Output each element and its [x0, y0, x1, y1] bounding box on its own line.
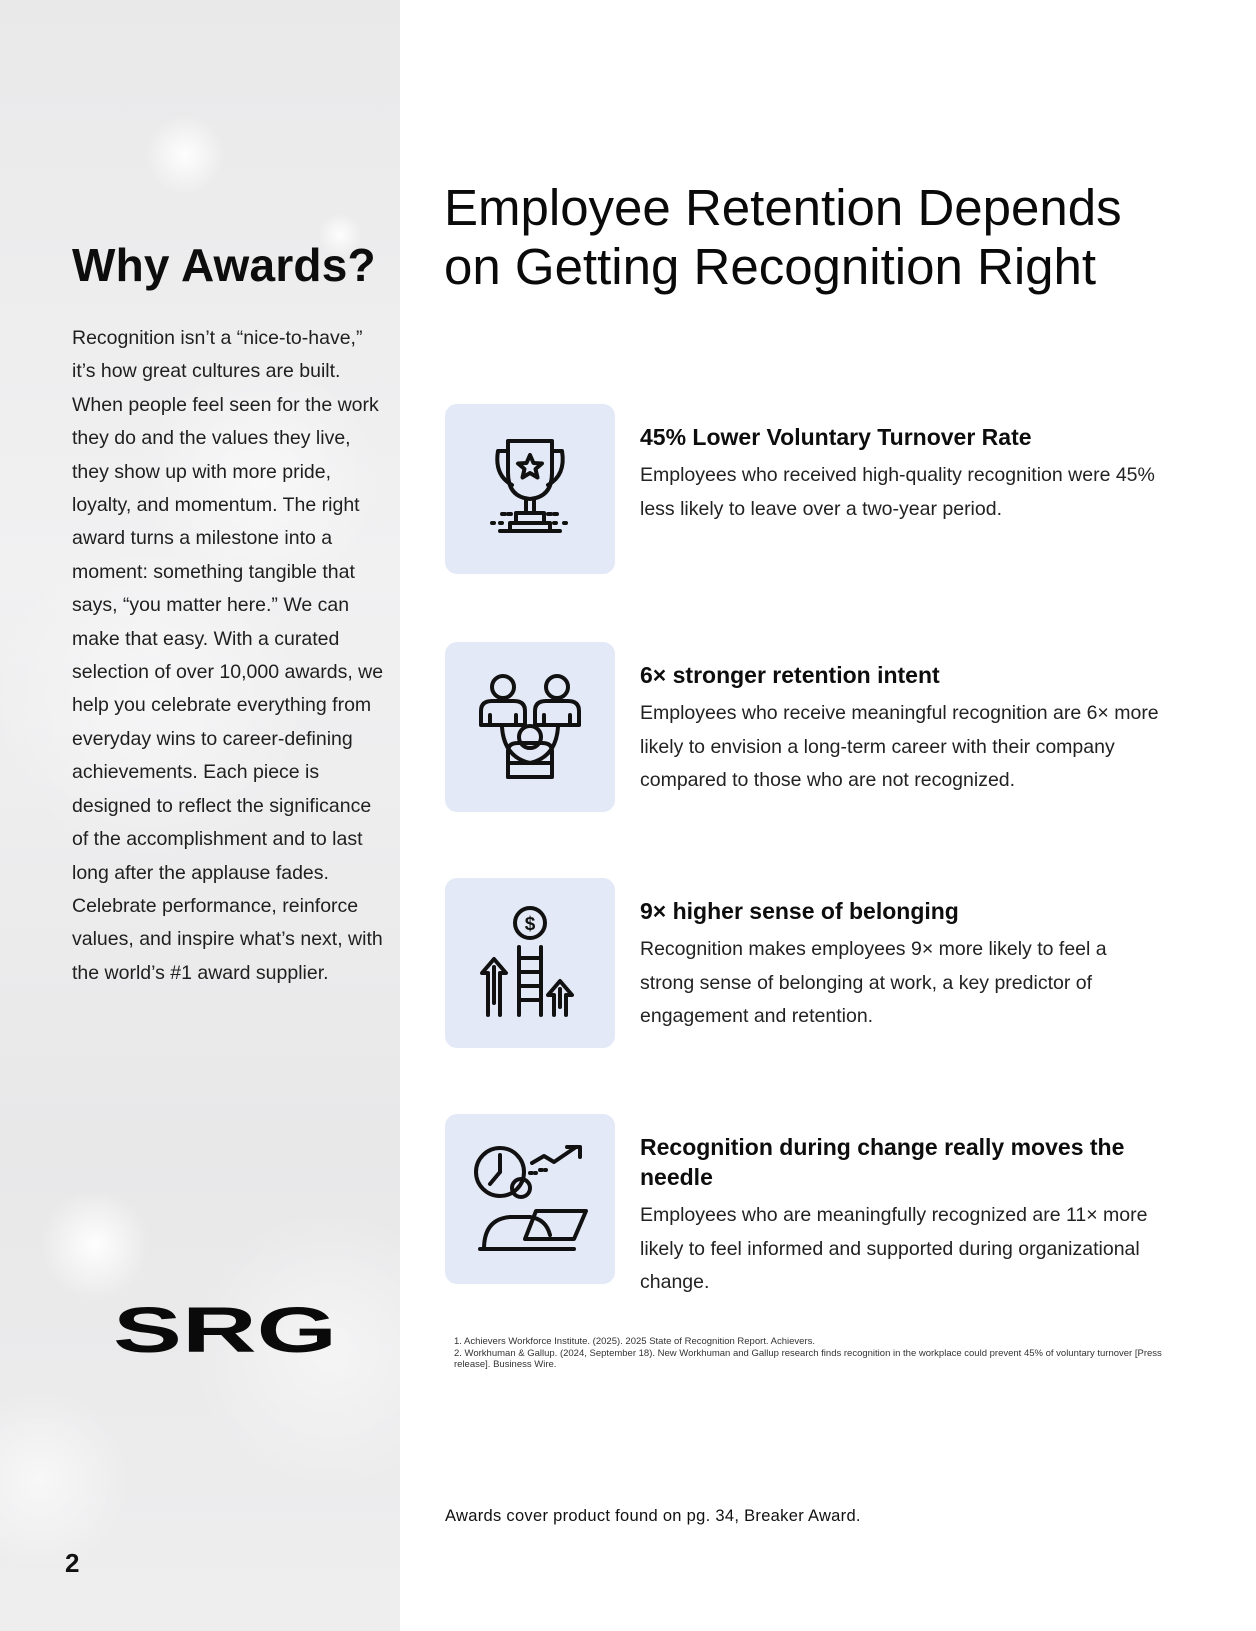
stat-description: Recognition makes employees 9× more likely to feel a strong sense of belonging at work, a key predictor of engagement and retention. — [640, 938, 1107, 1027]
svg-text:$: $ — [524, 914, 536, 935]
sidebar-title: Why Awards? — [72, 239, 376, 291]
footnotes — [454, 1336, 1174, 1371]
trophy-icon — [470, 429, 590, 549]
sidebar-body-text: Recognition isn’t a “nice-to-have,” it’s how great cultures are built. When people feel seen for the work they do and the values they live, they show up with more pride, loyalty, and momentum. The right award turns a milestone into a moment: something tangible that says, “you matter here.” We can make that easy. With a curated selection of over 10,000 awards, we help you celebrate everything from everyday wins to career-defining achievements. Each piece is designed to reflect the significance of the accomplishment and to last long after the applause fades. Celebrate performance, reinforce values, and inspire what’s next, with the world’s #1 award supplier. — [72, 327, 384, 984]
sidebar-panel — [0, 0, 400, 1631]
stat-heading: 45% Lower Voluntary Turnover Rate — [640, 424, 1032, 450]
stat-description: Employees who receive meaningful recognition are 6× more likely to envision a long-term career with their company compared to those who are not recognized. — [640, 702, 1159, 791]
stat-card — [445, 1114, 1225, 1293]
stat-card — [445, 642, 1225, 812]
stat-heading: 6× stronger retention intent — [640, 662, 940, 688]
stat-icon-box — [445, 642, 615, 812]
page-title: Employee Retention Depends on Getting Recognition Right — [444, 179, 1122, 295]
stat-card — [445, 878, 1225, 1048]
stat-icon-box — [445, 404, 615, 574]
team-icon — [470, 667, 590, 787]
stat-description: Employees who are meaningfully recognized are 11× more likely to feel informed and supported during organizational change. — [640, 1204, 1148, 1293]
growth-ladder-icon — [470, 903, 590, 1023]
stat-heading: 9× higher sense of belonging — [640, 898, 959, 924]
employee-progress-icon — [470, 1139, 590, 1259]
stat-icon-box — [445, 878, 615, 1048]
footnote: 2. Workhuman & Gallup. (2024, September 18). New Workhuman and Gallup research finds recognition in the workplace could prevent 45% of voluntary turnover [Press release]. Business Wire. — [454, 1347, 1162, 1370]
stat-heading: Recognition during change really moves the needle — [640, 1134, 1125, 1190]
srg-logo — [112, 1302, 338, 1358]
cover-product-note: Awards cover product found on pg. 34, Breaker Award. — [445, 1507, 861, 1525]
stat-description: Employees who received high-quality recognition were 45% less likely to leave over a two-year period. — [640, 464, 1155, 520]
footnote: 1. Achievers Workforce Institute. (2025). 2025 State of Recognition Report. Achievers. — [454, 1336, 816, 1347]
stat-icon-box — [445, 1114, 615, 1284]
stat-card — [445, 404, 1225, 574]
page-number: 2 — [65, 1548, 80, 1578]
svg-text:SRG: SRG — [113, 1302, 337, 1358]
